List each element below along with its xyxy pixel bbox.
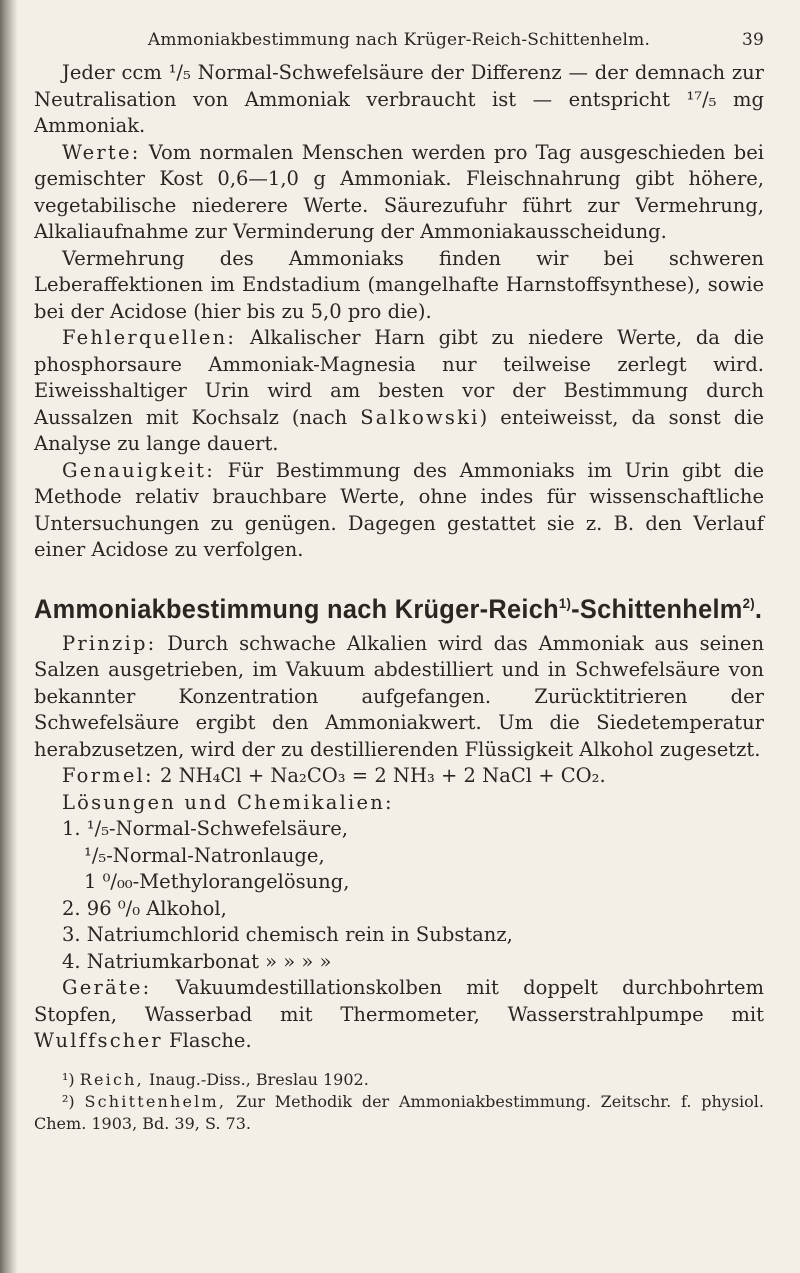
- werte-label: Werte:: [62, 140, 141, 164]
- formel-label: Formel:: [62, 764, 154, 787]
- paragraph-fehlerquellen: [34, 325, 764, 458]
- footnote-author: Schittenhelm,: [84, 1091, 227, 1111]
- loesungen-label: Lösungen und Chemikalien:: [62, 790, 394, 814]
- running-head-title: Ammoniakbestimmung nach Krüger-Reich-Schittenhelm.: [147, 30, 651, 50]
- paragraph-genauigkeit: [34, 458, 764, 564]
- author-name-salkowski: Salkowski: [360, 405, 480, 429]
- section-title-mid: -Schittenhelm: [571, 593, 743, 624]
- paragraph-vermehrung: Vermehrung des Ammoniaks finden wir bei schweren Leberaffektionen im Endstadium (mangelhafte Harnstoffsynthese), sowie bei der Acidose (hier bis zu 5,0 pro die).: [34, 246, 764, 323]
- formel-text: 2 NH₄Cl + Na₂CO₃ = 2 NH₃ + 2 NaCl + CO₂.: [159, 764, 606, 787]
- footnote-2: [34, 1091, 764, 1135]
- paragraph-werte: [34, 140, 764, 246]
- werte-text: Vom normalen Menschen werden pro Tag ausgeschieden bei gemischter Kost 0,6—1,0 g Ammoniak. Fleischnahrung gibt höhere, vegetabilische niederere Werte. Säurezufuhr führt zur Vermehrung, Alkaliaufnahme zur Verminderung der Ammoniakausscheidung.: [34, 140, 765, 243]
- footnote-marker: ²): [62, 1091, 75, 1111]
- section-title-end: .: [754, 593, 763, 624]
- geraete-text-end: Flasche.: [169, 1029, 252, 1052]
- prinzip-text: Durch schwache Alkalien wird das Ammoniak aus seinen Salzen ausgetrieben, im Vakuum abdestilliert und in Schwefelsäure von bekannter Konzentration aufgefangen. Zurücktitrieren der Schwefelsäure ergibt den Ammoniakwert. Um die Siedetemperatur herabzusetzen, wird der zu destillierenden Flüssigkeit Alkohol zugesetzt.: [34, 631, 765, 761]
- fehlerquellen-label: Fehlerquellen:: [62, 326, 237, 349]
- footnote-ref-1: 1): [558, 594, 572, 611]
- footnote-text: Inaug.-Diss., Breslau 1902.: [149, 1069, 369, 1089]
- list-item: 1 ⁰/₀₀-Methylorangelösung,: [84, 870, 350, 893]
- fehlerquellen-text: Alkalischer Harn gibt zu niedere Werte, da die phosphorsaure Ammoniak-Magnesia nur teilweise zerlegt wird. Eiweisshaltiger Urin wird am besten vor der Bestimmung durch Aussalzen mit Kochsalz (nach: [34, 326, 764, 429]
- author-name-wulff: Wulffscher: [34, 1029, 163, 1052]
- paragraph-prinzip: [34, 631, 764, 764]
- loesungen-heading: [34, 790, 764, 817]
- prinzip-label: Prinzip:: [62, 631, 157, 655]
- footnote-marker: ¹): [62, 1069, 75, 1089]
- paragraph-neutralisation: Jeder ccm ¹/₅ Normal-Schwefelsäure der Differenz — der demnach zur Neutralisation von Ammoniak verbraucht ist — entspricht ¹⁷/₅ mg Ammoniak.: [34, 61, 764, 137]
- footnote-author: Reich,: [79, 1069, 144, 1089]
- footnote-text: Zur Methodik der Ammoniakbestimmung. Zeitschr. f. physiol. Chem. 1903, Bd. 39, S. 73.: [34, 1091, 764, 1133]
- footnote-ref-2: 2): [742, 594, 755, 611]
- section-title-main: Ammoniakbestimmung nach Krüger-Reich: [34, 593, 559, 624]
- fehlerquellen-text-end: ) enteiweisst, da sonst die Analyse zu lange dauert.: [34, 405, 764, 455]
- page-binding-edge: [0, 0, 18, 1273]
- geraete-label: Geräte:: [62, 976, 152, 999]
- list-item: 4. Natriumkarbonat » » » »: [62, 949, 332, 973]
- geraete-text: Vakuumdestillationskolben mit doppelt durchbohrtem Stopfen, Wasserbad mit Thermometer, Wasserstrahlpumpe mit: [34, 976, 764, 1026]
- list-item: 3. Natriumchlorid chemisch rein in Substanz,: [62, 923, 513, 946]
- list-item: 1. ¹/₅-Normal-Schwefelsäure,: [62, 817, 348, 840]
- list-item: 2. 96 ⁰/₀ Alkohol,: [62, 896, 227, 920]
- book-page: [34, 30, 764, 1135]
- paragraph-formel: [34, 763, 764, 790]
- footnote-1: [34, 1069, 764, 1091]
- chemicals-list: [34, 816, 764, 975]
- genauigkeit-label: Genauigkeit:: [62, 458, 215, 482]
- footnotes: [34, 1069, 764, 1135]
- paragraph-geraete: [34, 975, 764, 1055]
- page-number: 39: [741, 30, 764, 50]
- genauigkeit-text: Für Bestimmung des Ammoniaks im Urin gibt die Methode relativ brauchbare Werte, ohne indes für wissenschaftliche Untersuchungen zu genügen. Dagegen gestattet sie z. B. den Verlauf einer Acidose zu verfolgen.: [34, 458, 764, 561]
- list-item: ¹/₅-Normal-Natronlauge,: [84, 843, 325, 867]
- running-head: [34, 30, 764, 60]
- section-title: [34, 593, 763, 625]
